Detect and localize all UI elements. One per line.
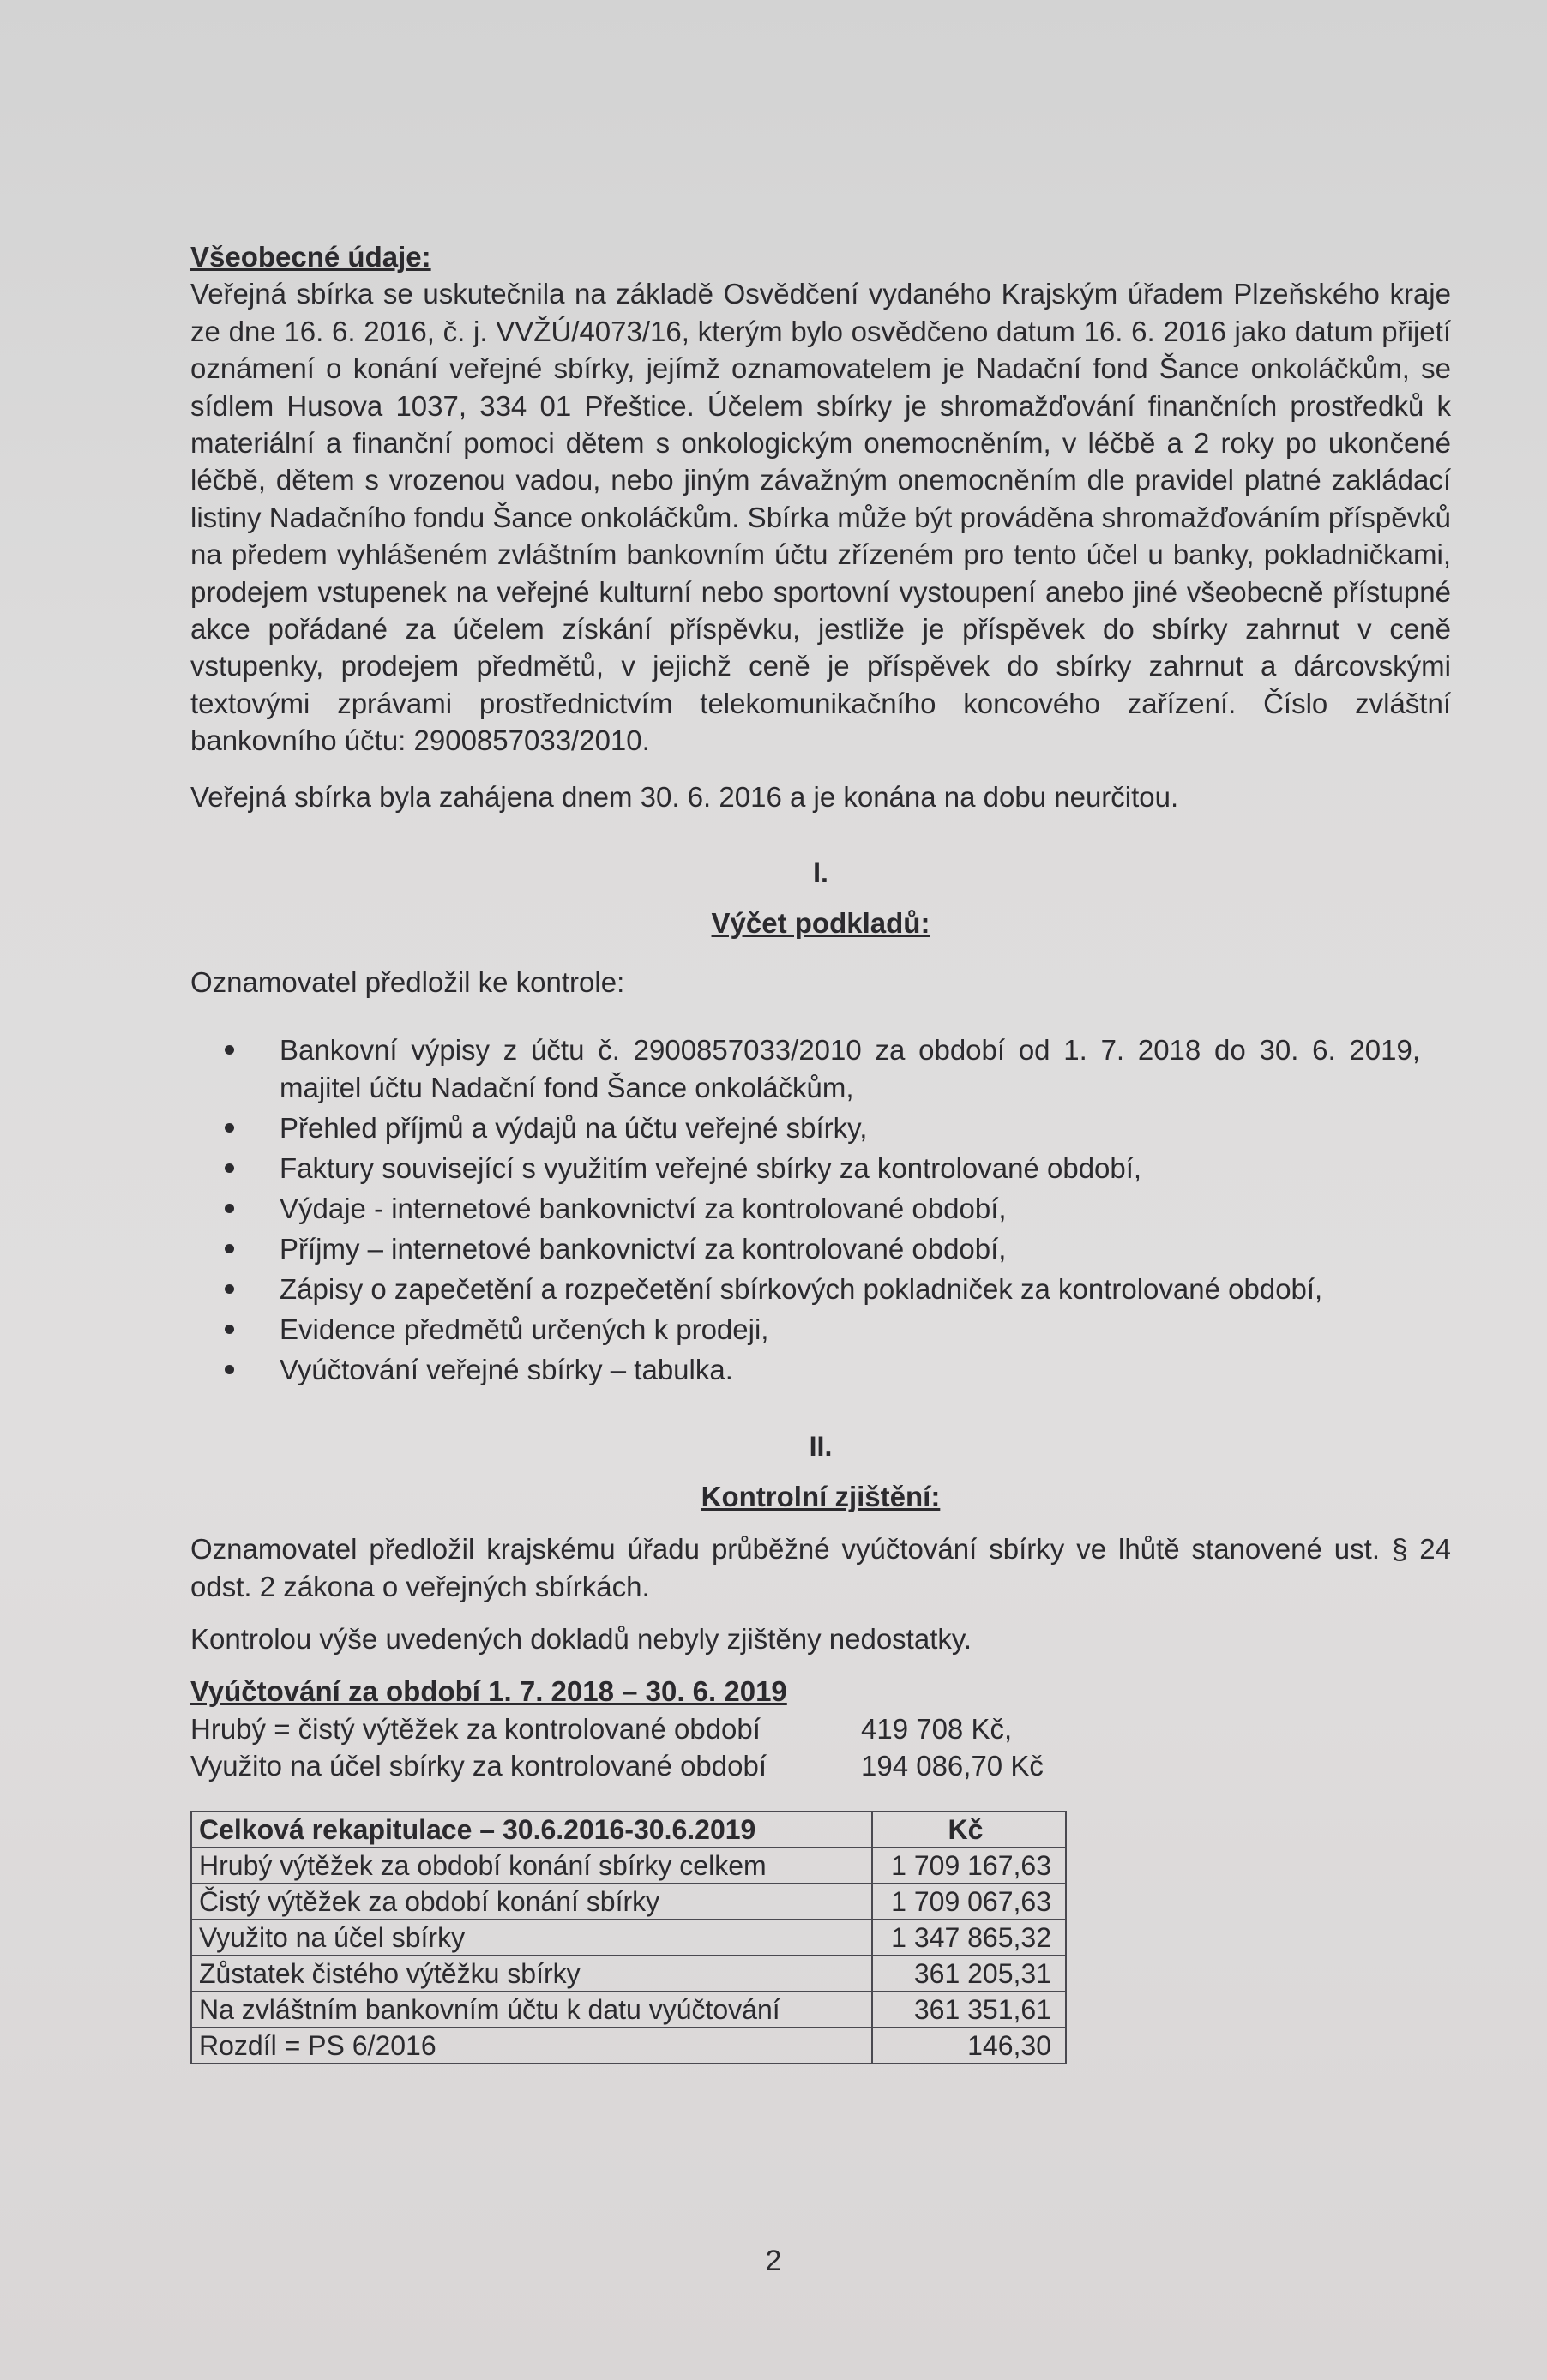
section-2-paragraph-1: Oznamovatel předložil krajskému úřadu průběžné vyúčtování sbírky ve lhůtě stanovené ust. § 24 odst. 2 zákona o veřejných sbírkách. [190, 1533, 1451, 1602]
vyuctovani-value: 419 708 Kč, [861, 1712, 1013, 1745]
list-item: Bankovní výpisy z účtu č. 2900857033/2010 za období od 1. 7. 2018 do 30. 6. 2019, majitel účtu Nadační fond Šance onkoláčkům, [280, 1031, 1451, 1107]
bullet-icon [225, 1365, 234, 1374]
bullet-icon [225, 1204, 234, 1213]
table-cell-value: 146,30 [872, 2028, 1066, 2064]
list-item: Výdaje - internetové bankovnictví za kontrolované období, [280, 1190, 1451, 1228]
section-2-number: II. [809, 1431, 833, 1463]
section-2-title: Kontrolní zjištění: [701, 1480, 941, 1512]
table-cell-value: 1 709 067,63 [872, 1884, 1066, 1920]
list-item: Evidence předmětů určených k prodeji, [280, 1311, 1451, 1349]
table-cell-label: Zůstatek čistého výtěžku sbírky [191, 1956, 872, 1992]
general-heading: Všeobecné údaje: [190, 241, 431, 273]
table-cell-label: Využito na účel sbírky [191, 1920, 872, 1956]
bullet-icon [225, 1123, 234, 1133]
page-content [190, 238, 1451, 2064]
general-paragraph: Veřejná sbírka se uskutečnila na základě Osvědčení vydaného Krajským úřadem Plzeňského kraje ze dne 16. 6. 2016, č. j. VVŽÚ/4073/16, kterým bylo osvědčeno datum 16. 6. 2016 jako datum přijetí oznámení o konání veřejné sbírky, jejímž oznamovatelem je Nadační fond Šance onkoláčkům, se sídlem Husova 1037, 334 01 Přeštice. Účelem sbírky je shromažďování finančních prostředků k materiální a finanční pomoci dětem s onkologickým onemocněním, v léčbě a 2 roky po ukončené léčbě, dětem s vrozenou vadou, nebo jiným závažným onemocněním dle pravidel platné zakládací listiny Nadačního fondu Šance onkoláčkům. Sbírka může být prováděna shromažďováním příspěvků na předem vyhlášeném zvláštním bankovním účtu zřízeném pro tento účel u banky, pokladničkami, prodejem vstupenek na veřejné kulturní nebo sportovní vystoupení anebo jiné všeobecně přístupné akce pořádané za účelem získání příspěvku, jestliže je příspěvek do sbírky zahrnut v ceně vstupenky, prodejem předmětů, v jejichž ceně je příspěvek do sbírky zahrnut a dárcovskými textovými zprávami prostřednictvím telekomunikačního koncového zařízení. Číslo zvláštní bankovního účtu: 2900857033/2010. [190, 278, 1451, 757]
table-cell-label: Na zvláštním bankovním účtu k datu vyúčtování [191, 1992, 872, 2028]
table-row [191, 1848, 1066, 1884]
vyuctovani-label: Využito na účel sbírky za kontrolované období [190, 1750, 767, 1782]
general-paragraph-2: Veřejná sbírka byla zahájena dnem 30. 6. 2016 a je konána na dobu neurčitou. [190, 780, 1179, 813]
vyuctovani-label: Hrubý = čistý výtěžek za kontrolované období [190, 1712, 761, 1745]
recap-table [190, 1811, 1067, 2064]
table-cell-value: 1 347 865,32 [872, 1920, 1066, 1956]
table-row [191, 1956, 1066, 1992]
section-1-intro: Oznamovatel předložil ke kontrole: [190, 965, 625, 998]
list-item: Vyúčtování veřejné sbírky – tabulka. [280, 1351, 1451, 1389]
page-number: 2 [765, 2245, 782, 2277]
table-header-value: Kč [872, 1812, 1066, 1848]
bullet-icon [225, 1325, 234, 1334]
section-1-title: Výčet podkladů: [711, 906, 930, 939]
table-cell-value: 361 351,61 [872, 1992, 1066, 2028]
table-header-label: Celková rekapitulace – 30.6.2016-30.6.2019 [191, 1812, 872, 1848]
bullet-icon [225, 1163, 234, 1173]
table-row [191, 1920, 1066, 1956]
section-1-number: I. [813, 857, 828, 889]
table-header-row [191, 1812, 1066, 1848]
table-row [191, 1884, 1066, 1920]
bullet-icon [225, 1244, 234, 1253]
vyuctovani-value: 194 086,70 Kč [861, 1750, 1044, 1782]
table-cell-label: Čistý výtěžek za období konání sbírky [191, 1884, 872, 1920]
bullet-icon [225, 1284, 234, 1294]
section-2-paragraph-2: Kontrolou výše uvedených dokladů nebyly zjištěny nedostatky. [190, 1622, 972, 1655]
vyuctovani-title: Vyúčtování za období 1. 7. 2018 – 30. 6. 2019 [190, 1675, 787, 1708]
vyuctovani-row [190, 1710, 1451, 1747]
table-cell-label: Hrubý výtěžek za období konání sbírky celkem [191, 1848, 872, 1884]
table-row [191, 1992, 1066, 2028]
documents-list [190, 1031, 1451, 1389]
table-cell-value: 1 709 167,63 [872, 1848, 1066, 1884]
table-cell-value: 361 205,31 [872, 1956, 1066, 1992]
vyuctovani-row [190, 1747, 1451, 1784]
list-item: Faktury související s využitím veřejné sbírky za kontrolované období, [280, 1150, 1451, 1187]
table-row [191, 2028, 1066, 2064]
list-item: Přehled příjmů a výdajů na účtu veřejné sbírky, [280, 1109, 1451, 1147]
list-item: Zápisy o zapečetění a rozpečetění sbírkových pokladniček za kontrolované období, [280, 1271, 1451, 1308]
list-item: Příjmy – internetové bankovnictví za kontrolované období, [280, 1230, 1451, 1268]
table-cell-label: Rozdíl = PS 6/2016 [191, 2028, 872, 2064]
bullet-icon [225, 1045, 234, 1055]
